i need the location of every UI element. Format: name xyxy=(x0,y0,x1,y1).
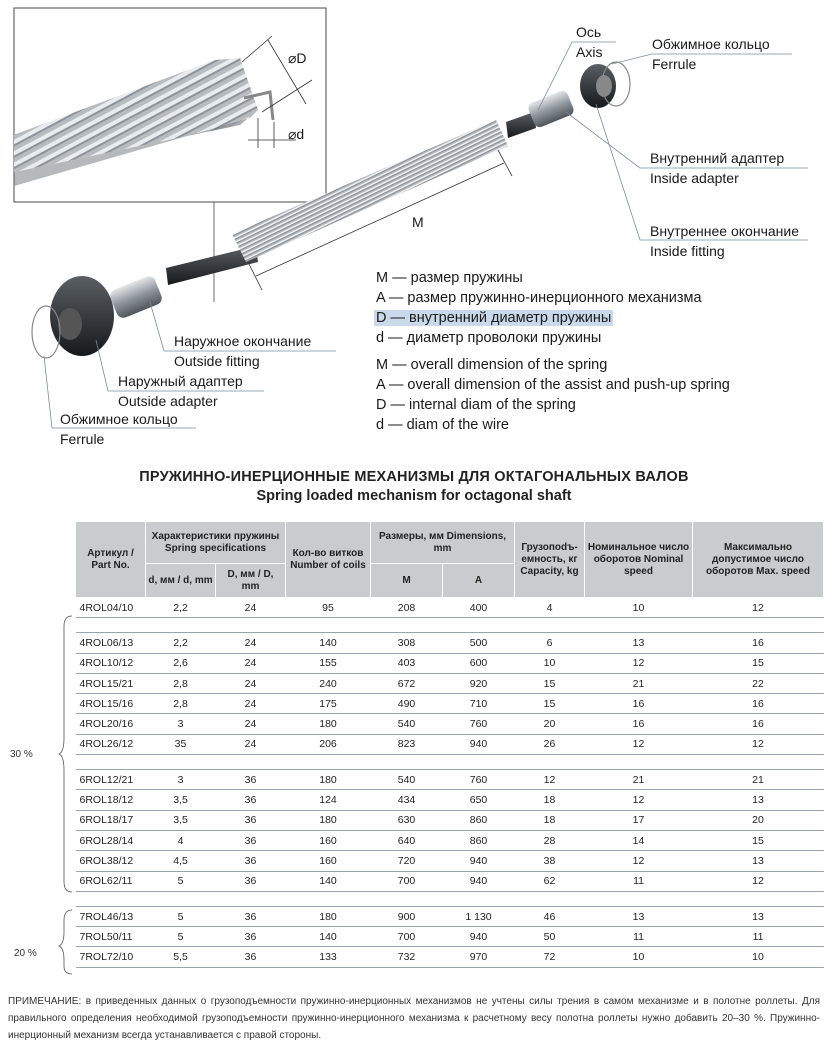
table-cell: 95 xyxy=(286,598,371,618)
part-number-cell: 6ROL12/21 xyxy=(76,770,146,790)
table-row xyxy=(76,770,824,790)
table-cell: 2,2 xyxy=(146,633,216,653)
table-cell: 11 xyxy=(585,927,693,947)
table-cell: 3,5 xyxy=(146,790,216,810)
table-cell: 140 xyxy=(286,927,371,947)
group-separator xyxy=(76,755,824,770)
header-D: D, мм / D, mm xyxy=(216,564,286,598)
separator-cell xyxy=(216,891,286,906)
group-separator xyxy=(76,618,824,633)
table-cell: 1 130 xyxy=(443,906,515,926)
separator-cell xyxy=(216,618,286,633)
table-cell: 13 xyxy=(693,906,824,926)
separator-cell xyxy=(515,755,585,770)
table-cell: 24 xyxy=(216,694,286,714)
table-row xyxy=(76,734,824,754)
table-cell: 155 xyxy=(286,653,371,673)
table-cell: 13 xyxy=(585,633,693,653)
part-number-cell: 4ROL10/12 xyxy=(76,653,146,673)
table-cell: 760 xyxy=(443,714,515,734)
part-number-cell: 4ROL04/10 xyxy=(76,598,146,618)
callout-outside-fitting-ru: Наружное окончание xyxy=(174,333,312,349)
separator-cell xyxy=(443,755,515,770)
table-cell: 20 xyxy=(693,810,824,830)
footnote: ПРИМЕЧАНИЕ: в приведенных данных о грузоподъемности пружинно-инерционных механизмов не учтены силы трения в самом механизме и в полотне роллеты. Для правильного определения необходимой грузоподъемности пружинно-инерционного механизма к расчетному весу полотна роллеты нужно добавить 20–30 %. Пружинно-инерционный механизм всегда устанавливается с правой стороны. xyxy=(8,996,820,1041)
table-cell: 2,6 xyxy=(146,653,216,673)
group-30-brace xyxy=(58,614,78,914)
callout-axis-en: Axis xyxy=(576,44,603,60)
legend-ru-D: D — внутренний диаметр пружины xyxy=(376,310,612,326)
table-cell: 140 xyxy=(286,633,371,653)
callout-inside-fitting-ru: Внутреннее окончание xyxy=(650,223,799,239)
table-cell: 5 xyxy=(146,871,216,891)
table-row xyxy=(76,906,824,926)
table-cell: 12 xyxy=(693,871,824,891)
table-cell: 15 xyxy=(693,830,824,850)
legend-en-d: d — diam of the wire xyxy=(376,417,509,433)
table-cell: 180 xyxy=(286,906,371,926)
table-cell: 860 xyxy=(443,830,515,850)
callout-inside-adapter-en: Inside adapter xyxy=(650,170,739,186)
table-cell: 11 xyxy=(585,871,693,891)
spring-diagram xyxy=(0,0,828,450)
separator-cell xyxy=(146,891,216,906)
table-cell: 308 xyxy=(371,633,443,653)
table-cell: 13 xyxy=(693,790,824,810)
header-spring-spec: Характеристики пружины Spring specifications xyxy=(146,522,286,564)
part-number-cell: 6ROL62/11 xyxy=(76,871,146,891)
part-number-cell: 7ROL50/11 xyxy=(76,927,146,947)
table-cell: 21 xyxy=(585,770,693,790)
table-cell: 3 xyxy=(146,714,216,734)
table-row xyxy=(76,947,824,967)
table-cell: 4 xyxy=(146,830,216,850)
table-cell: 36 xyxy=(216,871,286,891)
table-cell: 13 xyxy=(585,906,693,926)
table-cell: 15 xyxy=(515,673,585,693)
callout-ferrule-left-ru: Обжимное кольцо xyxy=(60,411,178,427)
table-cell: 672 xyxy=(371,673,443,693)
header-d: d, мм / d, mm xyxy=(146,564,216,598)
legend-ru-A: A — размер пружинно-инерционного механизма xyxy=(376,290,702,306)
legend-en xyxy=(376,355,730,435)
table-cell: 36 xyxy=(216,810,286,830)
table-cell: 38 xyxy=(515,851,585,871)
table-cell: 12 xyxy=(693,598,824,618)
section-title-ru: ПРУЖИННО-ИНЕРЦИОННЫЕ МЕХАНИЗМЫ ДЛЯ ОКТАГОНАЛЬНЫХ ВАЛОВ xyxy=(139,469,689,485)
table-cell: 3 xyxy=(146,770,216,790)
header-coils: Кол-во витков Number of coils xyxy=(286,522,371,598)
table-cell: 10 xyxy=(585,598,693,618)
table-cell: 760 xyxy=(443,770,515,790)
table-cell: 5,5 xyxy=(146,947,216,967)
table-cell: 12 xyxy=(693,734,824,754)
separator-cell xyxy=(286,618,371,633)
separator-cell xyxy=(585,891,693,906)
callout-outside-adapter-en: Outside adapter xyxy=(118,393,218,409)
separator-cell xyxy=(693,891,824,906)
table-cell: 13 xyxy=(693,851,824,871)
table-cell: 17 xyxy=(585,810,693,830)
callout-dD: ⌀D xyxy=(288,50,307,66)
table-cell: 5 xyxy=(146,927,216,947)
group-separator xyxy=(76,891,824,906)
table-row xyxy=(76,830,824,850)
callout-inside-adapter-ru: Внутренний адаптер xyxy=(650,150,785,166)
separator-cell xyxy=(371,755,443,770)
table-cell: 2,2 xyxy=(146,598,216,618)
spec-table-body xyxy=(76,598,824,968)
table-cell: 920 xyxy=(443,673,515,693)
table-cell: 18 xyxy=(515,810,585,830)
callout-axis-ru: Ось xyxy=(576,24,602,40)
table-row xyxy=(76,851,824,871)
table-cell: 15 xyxy=(515,694,585,714)
separator-cell xyxy=(693,618,824,633)
spec-table xyxy=(75,521,824,968)
table-cell: 46 xyxy=(515,906,585,926)
callout-ferrule-right-ru: Обжимное кольцо xyxy=(652,36,770,52)
callout-outside-adapter-ru: Наружный адаптер xyxy=(118,373,243,389)
table-cell: 16 xyxy=(693,633,824,653)
table-cell: 12 xyxy=(585,734,693,754)
table-cell: 24 xyxy=(216,673,286,693)
table-row xyxy=(76,694,824,714)
callout-ferrule-right-en: Ferrule xyxy=(652,56,697,72)
table-cell: 600 xyxy=(443,653,515,673)
table-cell: 160 xyxy=(286,851,371,871)
header-dimensions: Размеры, мм Dimensions, mm xyxy=(371,522,515,564)
table-cell: 36 xyxy=(216,906,286,926)
table-cell: 700 xyxy=(371,927,443,947)
table-cell: 180 xyxy=(286,770,371,790)
separator-cell xyxy=(443,891,515,906)
part-number-cell: 6ROL18/17 xyxy=(76,810,146,830)
legend-ru xyxy=(376,268,702,348)
table-cell: 940 xyxy=(443,851,515,871)
table-cell: 240 xyxy=(286,673,371,693)
callout-outside-fitting-en: Outside fitting xyxy=(174,353,260,369)
table-row xyxy=(76,714,824,734)
table-row xyxy=(76,653,824,673)
separator-cell xyxy=(585,618,693,633)
separator-cell xyxy=(76,618,146,633)
callout-inside-fitting-en: Inside fitting xyxy=(650,243,725,259)
legend-en-D: D — internal diam of the spring xyxy=(376,397,576,413)
table-cell: 732 xyxy=(371,947,443,967)
table-cell: 160 xyxy=(286,830,371,850)
table-cell: 4,5 xyxy=(146,851,216,871)
table-cell: 16 xyxy=(693,714,824,734)
table-cell: 16 xyxy=(585,714,693,734)
legend-ru-d: d — диаметр проволоки пружины xyxy=(376,330,602,346)
part-number-cell: 4ROL06/13 xyxy=(76,633,146,653)
header-article: Артикул / Part No. xyxy=(76,522,146,598)
part-number-cell: 4ROL15/21 xyxy=(76,673,146,693)
table-cell: 21 xyxy=(585,673,693,693)
separator-cell xyxy=(216,755,286,770)
table-row xyxy=(76,790,824,810)
group-20-label: 20 % xyxy=(14,948,37,959)
table-cell: 16 xyxy=(585,694,693,714)
group-30-label: 30 % xyxy=(10,749,33,760)
separator-cell xyxy=(371,891,443,906)
table-cell: 175 xyxy=(286,694,371,714)
table-cell: 24 xyxy=(216,734,286,754)
table-cell: 24 xyxy=(216,598,286,618)
header-capacity: Грузопodъ-емность, кг Capacity, kg xyxy=(515,522,585,598)
legend-en-M: M — overall dimension of the spring xyxy=(376,357,608,373)
table-cell: 24 xyxy=(216,653,286,673)
table-cell: 540 xyxy=(371,714,443,734)
separator-cell xyxy=(286,891,371,906)
table-cell: 823 xyxy=(371,734,443,754)
table-cell: 720 xyxy=(371,851,443,871)
separator-cell xyxy=(286,755,371,770)
table-cell: 940 xyxy=(443,871,515,891)
table-cell: 900 xyxy=(371,906,443,926)
table-cell: 650 xyxy=(443,790,515,810)
table-cell: 22 xyxy=(693,673,824,693)
table-cell: 28 xyxy=(515,830,585,850)
separator-cell xyxy=(146,755,216,770)
table-row xyxy=(76,810,824,830)
table-cell: 12 xyxy=(585,653,693,673)
table-cell: 180 xyxy=(286,810,371,830)
table-row xyxy=(76,633,824,653)
callout-ferrule-left-en: Ferrule xyxy=(60,431,105,447)
group-20-brace xyxy=(58,908,78,978)
table-cell: 208 xyxy=(371,598,443,618)
callout-dd: ⌀d xyxy=(288,126,305,142)
table-cell: 970 xyxy=(443,947,515,967)
part-number-cell: 6ROL38/12 xyxy=(76,851,146,871)
table-cell: 403 xyxy=(371,653,443,673)
table-cell: 21 xyxy=(693,770,824,790)
table-cell: 36 xyxy=(216,790,286,810)
table-cell: 62 xyxy=(515,871,585,891)
part-number-cell: 4ROL26/12 xyxy=(76,734,146,754)
table-cell: 35 xyxy=(146,734,216,754)
separator-cell xyxy=(76,755,146,770)
table-cell: 12 xyxy=(515,770,585,790)
table-cell: 11 xyxy=(693,927,824,947)
section-title-en: Spring loaded mechanism for octagonal shaft xyxy=(256,488,572,504)
table-cell: 72 xyxy=(515,947,585,967)
separator-cell xyxy=(146,618,216,633)
separator-cell xyxy=(371,618,443,633)
table-cell: 4 xyxy=(515,598,585,618)
separator-cell xyxy=(585,755,693,770)
table-cell: 3,5 xyxy=(146,810,216,830)
separator-cell xyxy=(515,891,585,906)
table-cell: 24 xyxy=(216,633,286,653)
table-row xyxy=(76,598,824,618)
table-cell: 490 xyxy=(371,694,443,714)
table-cell: 940 xyxy=(443,927,515,947)
table-cell: 36 xyxy=(216,851,286,871)
table-cell: 206 xyxy=(286,734,371,754)
table-cell: 940 xyxy=(443,734,515,754)
header-nominal-speed: Номинальное число оборотов Nominal speed xyxy=(585,522,693,598)
table-cell: 400 xyxy=(443,598,515,618)
table-cell: 700 xyxy=(371,871,443,891)
header-A: A xyxy=(443,564,515,598)
table-cell: 710 xyxy=(443,694,515,714)
table-cell: 36 xyxy=(216,947,286,967)
legend-ru-M: M — размер пружины xyxy=(376,270,523,286)
table-cell: 26 xyxy=(515,734,585,754)
table-cell: 24 xyxy=(216,714,286,734)
table-cell: 20 xyxy=(515,714,585,734)
table-cell: 434 xyxy=(371,790,443,810)
table-cell: 16 xyxy=(693,694,824,714)
part-number-cell: 7ROL72/10 xyxy=(76,947,146,967)
table-cell: 140 xyxy=(286,871,371,891)
table-cell: 36 xyxy=(216,830,286,850)
table-cell: 36 xyxy=(216,927,286,947)
table-cell: 540 xyxy=(371,770,443,790)
table-cell: 2,8 xyxy=(146,694,216,714)
header-max-speed: Максимально допустимое число оборотов Max. speed xyxy=(693,522,824,598)
table-cell: 860 xyxy=(443,810,515,830)
separator-cell xyxy=(693,755,824,770)
part-number-cell: 7ROL46/13 xyxy=(76,906,146,926)
table-cell: 5 xyxy=(146,906,216,926)
table-cell: 6 xyxy=(515,633,585,653)
table-cell: 500 xyxy=(443,633,515,653)
table-cell: 10 xyxy=(515,653,585,673)
part-number-cell: 4ROL20/16 xyxy=(76,714,146,734)
table-cell: 50 xyxy=(515,927,585,947)
legend-en-A: A — overall dimension of the assist and push-up spring xyxy=(376,377,730,393)
separator-cell xyxy=(76,891,146,906)
table-cell: 640 xyxy=(371,830,443,850)
table-row xyxy=(76,673,824,693)
header-M: M xyxy=(371,564,443,598)
table-cell: 14 xyxy=(585,830,693,850)
part-number-cell: 6ROL28/14 xyxy=(76,830,146,850)
table-cell: 12 xyxy=(585,851,693,871)
table-cell: 36 xyxy=(216,770,286,790)
separator-cell xyxy=(515,618,585,633)
table-cell: 124 xyxy=(286,790,371,810)
table-cell: 2,8 xyxy=(146,673,216,693)
table-row xyxy=(76,871,824,891)
table-cell: 133 xyxy=(286,947,371,967)
part-number-cell: 6ROL18/12 xyxy=(76,790,146,810)
table-row xyxy=(76,927,824,947)
callout-M: M xyxy=(412,214,424,230)
table-cell: 10 xyxy=(585,947,693,967)
table-cell: 180 xyxy=(286,714,371,734)
table-cell: 630 xyxy=(371,810,443,830)
table-cell: 18 xyxy=(515,790,585,810)
table-cell: 12 xyxy=(585,790,693,810)
table-cell: 15 xyxy=(693,653,824,673)
table-cell: 10 xyxy=(693,947,824,967)
part-number-cell: 4ROL15/16 xyxy=(76,694,146,714)
separator-cell xyxy=(443,618,515,633)
